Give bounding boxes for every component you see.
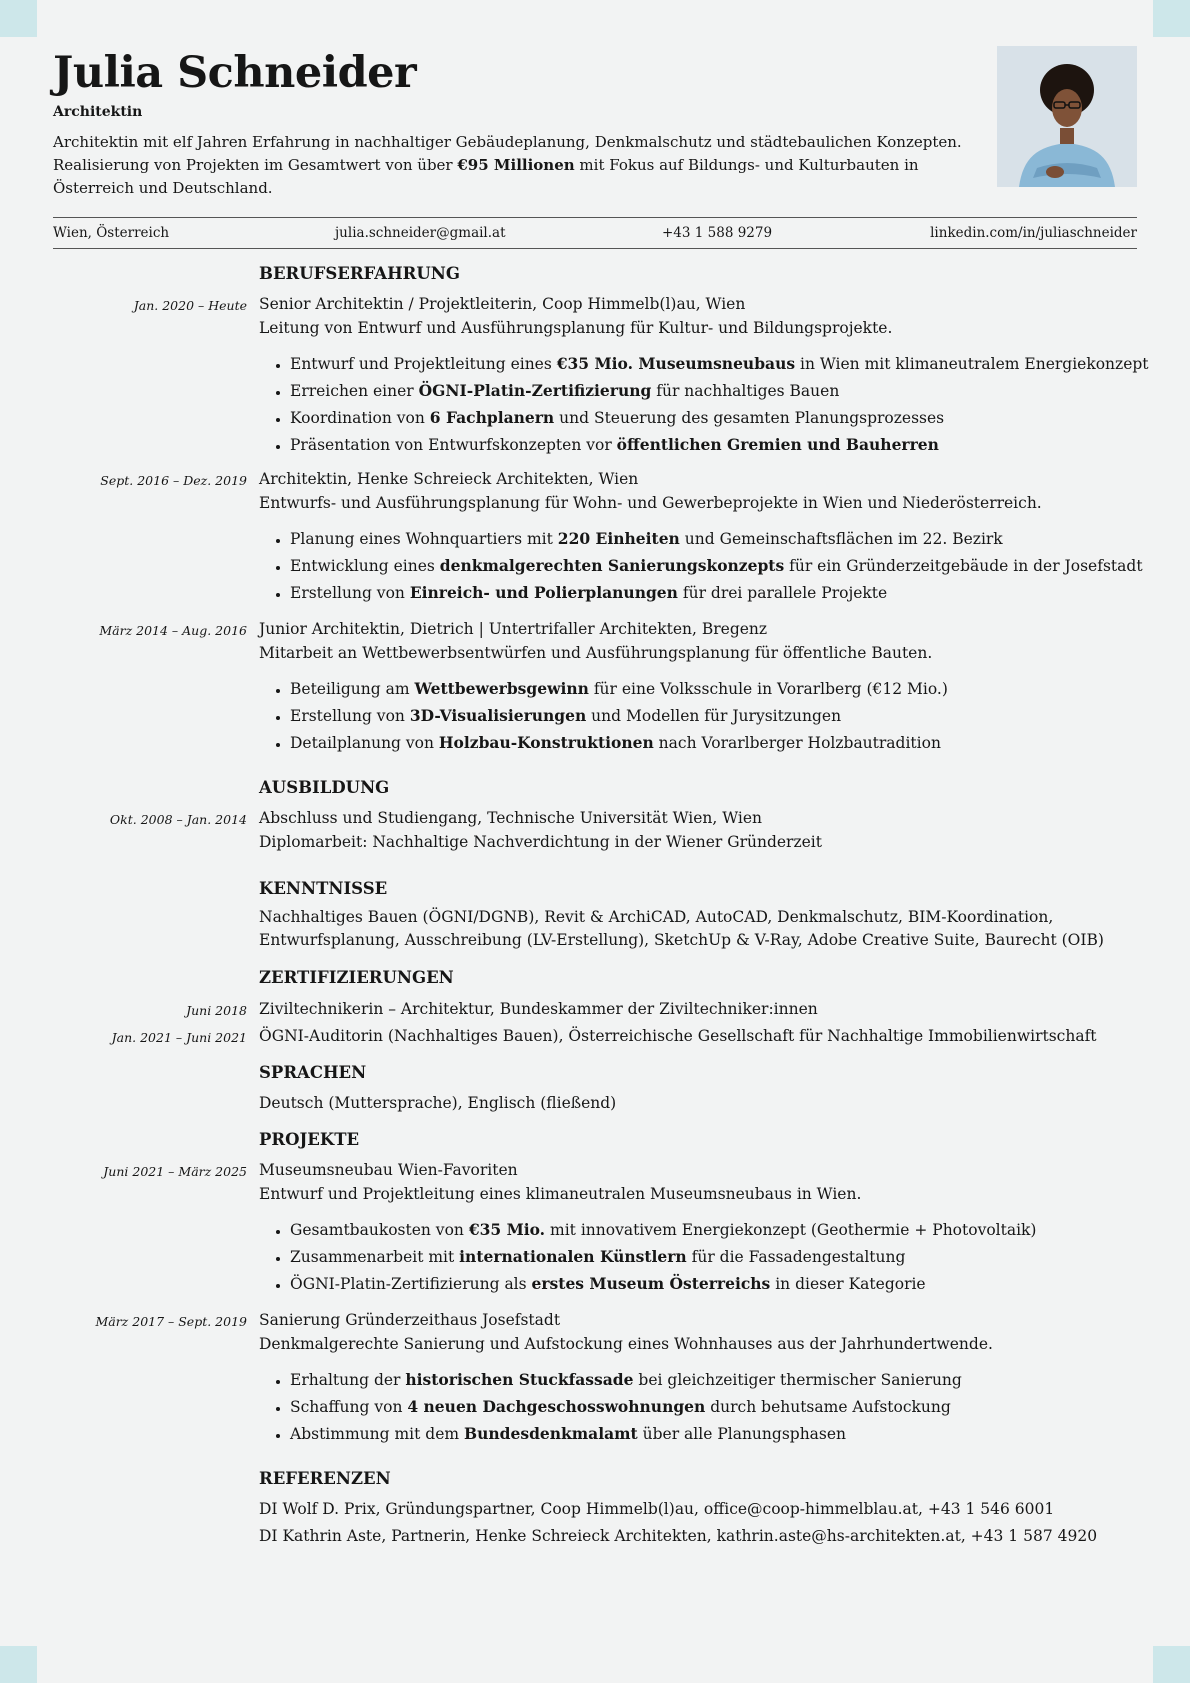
section-heading-experience: BERUFSERFAHRUNG — [259, 264, 460, 283]
certification-date: Juni 2018 — [186, 1003, 247, 1018]
project-bullets — [269, 1216, 1036, 1297]
certification-item: ÖGNI-Auditorin (Nachhaltiges Bauen), Österreichische Gesellschaft für Nachhaltige Immobilienwirtschaft — [259, 1027, 1097, 1045]
project-title: Museumsneubau Wien-Favoriten — [259, 1161, 518, 1179]
project-description: Denkmalgerechte Sanierung und Aufstockung eines Wohnhauses aus der Jahrhundertwende. — [259, 1335, 993, 1353]
bullet-item: • Erstellung von 3D-Visualisierungen und Modellen für Jurysitzungen — [290, 702, 948, 729]
job-title: Senior Architektin / Projektleiterin, Coop Himmelb(l)au, Wien — [259, 295, 746, 313]
job-description: Leitung von Entwurf und Ausführungsplanung für Kultur- und Bildungsprojekte. — [259, 319, 893, 337]
bullet-item: • Beteiligung am Wettbewerbsgewinn für eine Volksschule in Vorarlberg (€12 Mio.) — [290, 675, 948, 702]
project-bullets — [269, 1366, 962, 1447]
contact-phone[interactable]: +43 1 588 9279 — [662, 225, 773, 241]
project-description: Entwurf und Projektleitung eines klimaneutralen Museumsneubaus in Wien. — [259, 1185, 862, 1203]
reference-item: DI Kathrin Aste, Partnerin, Henke Schreieck Architekten, kathrin.aste@hs-architekten.at, +43 1 587 4920 — [259, 1527, 1098, 1545]
job-title: Architektin, Henke Schreieck Architekten, Wien — [259, 470, 639, 488]
bullet-item: • ÖGNI-Platin-Zertifizierung als erstes Museum Österreichs in dieser Kategorie — [290, 1270, 1036, 1297]
bullet-item: • Präsentation von Entwurfskonzepten vor öffentlichen Gremien und Bauherren — [290, 431, 1149, 458]
education-description: Diplomarbeit: Nachhaltige Nachverdichtung in der Wiener Gründerzeit — [259, 833, 822, 851]
corner-decoration — [0, 0, 37, 37]
contact-email[interactable]: julia.schneider@gmail.at — [335, 225, 506, 241]
skills-text: Nachhaltiges Bauen (ÖGNI/DGNB), Revit & ArchiCAD, AutoCAD, Denkmalschutz, BIM-Koordination, Entwurfsplanung, Ausschreibung (LV-Erstellung), SketchUp & V-Ray, Adobe Creative Suite, Baurecht (OIB) — [259, 908, 1104, 949]
section-heading-certifications: ZERTIFIZIERUNGEN — [259, 968, 454, 987]
section-heading-education: AUSBILDUNG — [259, 778, 390, 797]
certification-item: Ziviltechnikerin – Architektur, Bundeskammer der Ziviltechniker:innen — [259, 1000, 818, 1018]
contact-location: Wien, Österreich — [53, 225, 170, 241]
contact-linkedin[interactable]: linkedin.com/in/juliaschneider — [930, 225, 1137, 241]
section-heading-references: REFERENZEN — [259, 1469, 391, 1488]
reference-item: DI Wolf D. Prix, Gründungspartner, Coop Himmelb(l)au, office@coop-himmelblau.at, +43 1 546 6001 — [259, 1500, 1055, 1518]
contact-bar — [53, 217, 1137, 249]
profile-summary: Architektin mit elf Jahren Erfahrung in nachhaltiger Gebäudeplanung, Denkmalschutz und städtebaulichen Konzepten. Realisierung von Projekten im Gesamtwert von über €95 Millionen mit Fokus auf Bildungs- und Kulturbauten in Österreich und Deutschland. — [53, 133, 962, 197]
bullet-item: • Abstimmung mit dem Bundesdenkmalamt über alle Planungsphasen — [290, 1420, 962, 1447]
bullet-item: • Erstellung von Einreich- und Polierplanungen für drei parallele Projekte — [290, 579, 1143, 606]
bullet-item: • Entwicklung eines denkmalgerechten Sanierungskonzepts für ein Gründerzeitgebäude in der Josefstadt — [290, 552, 1143, 579]
job-bullets — [269, 675, 948, 756]
job-bullets — [269, 525, 1143, 606]
section-heading-projects: PROJEKTE — [259, 1130, 360, 1149]
job-role: Architektin — [53, 104, 143, 120]
bullet-item: • Erreichen einer ÖGNI-Platin-Zertifizierung für nachhaltiges Bauen — [290, 377, 1149, 404]
section-heading-languages: SPRACHEN — [259, 1063, 367, 1082]
bullet-item: • Gesamtbaukosten von €35 Mio. mit innovativem Energiekonzept (Geothermie + Photovoltaik) — [290, 1216, 1036, 1243]
section-heading-skills: KENNTNISSE — [259, 879, 388, 898]
corner-decoration — [0, 1646, 37, 1683]
job-date: März 2014 – Aug. 2016 — [99, 623, 247, 638]
corner-decoration — [1153, 1646, 1190, 1683]
bullet-item: • Detailplanung von Holzbau-Konstruktionen nach Vorarlberger Holzbautradition — [290, 729, 948, 756]
bullet-item: • Zusammenarbeit mit internationalen Künstlern für die Fassadengestaltung — [290, 1243, 1036, 1270]
job-title: Junior Architektin, Dietrich | Untertrifaller Architekten, Bregenz — [259, 620, 768, 638]
bullet-item: • Koordination von 6 Fachplanern und Steuerung des gesamten Planungsprozesses — [290, 404, 1149, 431]
languages-text: Deutsch (Muttersprache), Englisch (fließend) — [259, 1094, 617, 1112]
bullet-item: • Planung eines Wohnquartiers mit 220 Einheiten und Gemeinschaftsflächen im 22. Bezirk — [290, 525, 1143, 552]
corner-decoration — [1153, 0, 1190, 37]
project-date: März 2017 – Sept. 2019 — [95, 1314, 247, 1329]
job-description: Mitarbeit an Wettbewerbsentwürfen und Ausführungsplanung für öffentliche Bauten. — [259, 644, 933, 662]
job-date: Jan. 2020 – Heute — [133, 298, 247, 313]
project-date: Juni 2021 – März 2025 — [103, 1164, 247, 1179]
bullet-item: • Entwurf und Projektleitung eines €35 Mio. Museumsneubaus in Wien mit klimaneutralem Energiekonzept — [290, 350, 1149, 377]
education-date: Okt. 2008 – Jan. 2014 — [109, 812, 247, 827]
bullet-item: • Erhaltung der historischen Stuckfassade bei gleichzeitiger thermischer Sanierung — [290, 1366, 962, 1393]
profile-photo — [997, 46, 1137, 187]
certification-date: Jan. 2021 – Juni 2021 — [111, 1030, 247, 1045]
job-description: Entwurfs- und Ausführungsplanung für Wohn- und Gewerbeprojekte in Wien und Niederösterreich. — [259, 494, 1042, 512]
bullet-item: • Schaffung von 4 neuen Dachgeschosswohnungen durch behutsame Aufstockung — [290, 1393, 962, 1420]
education-title: Abschluss und Studiengang, Technische Universität Wien, Wien — [259, 809, 763, 827]
job-date: Sept. 2016 – Dez. 2019 — [100, 473, 247, 488]
candidate-name: Julia Schneider — [53, 48, 417, 98]
project-title: Sanierung Gründerzeithaus Josefstadt — [259, 1311, 561, 1329]
job-bullets — [269, 350, 1149, 458]
